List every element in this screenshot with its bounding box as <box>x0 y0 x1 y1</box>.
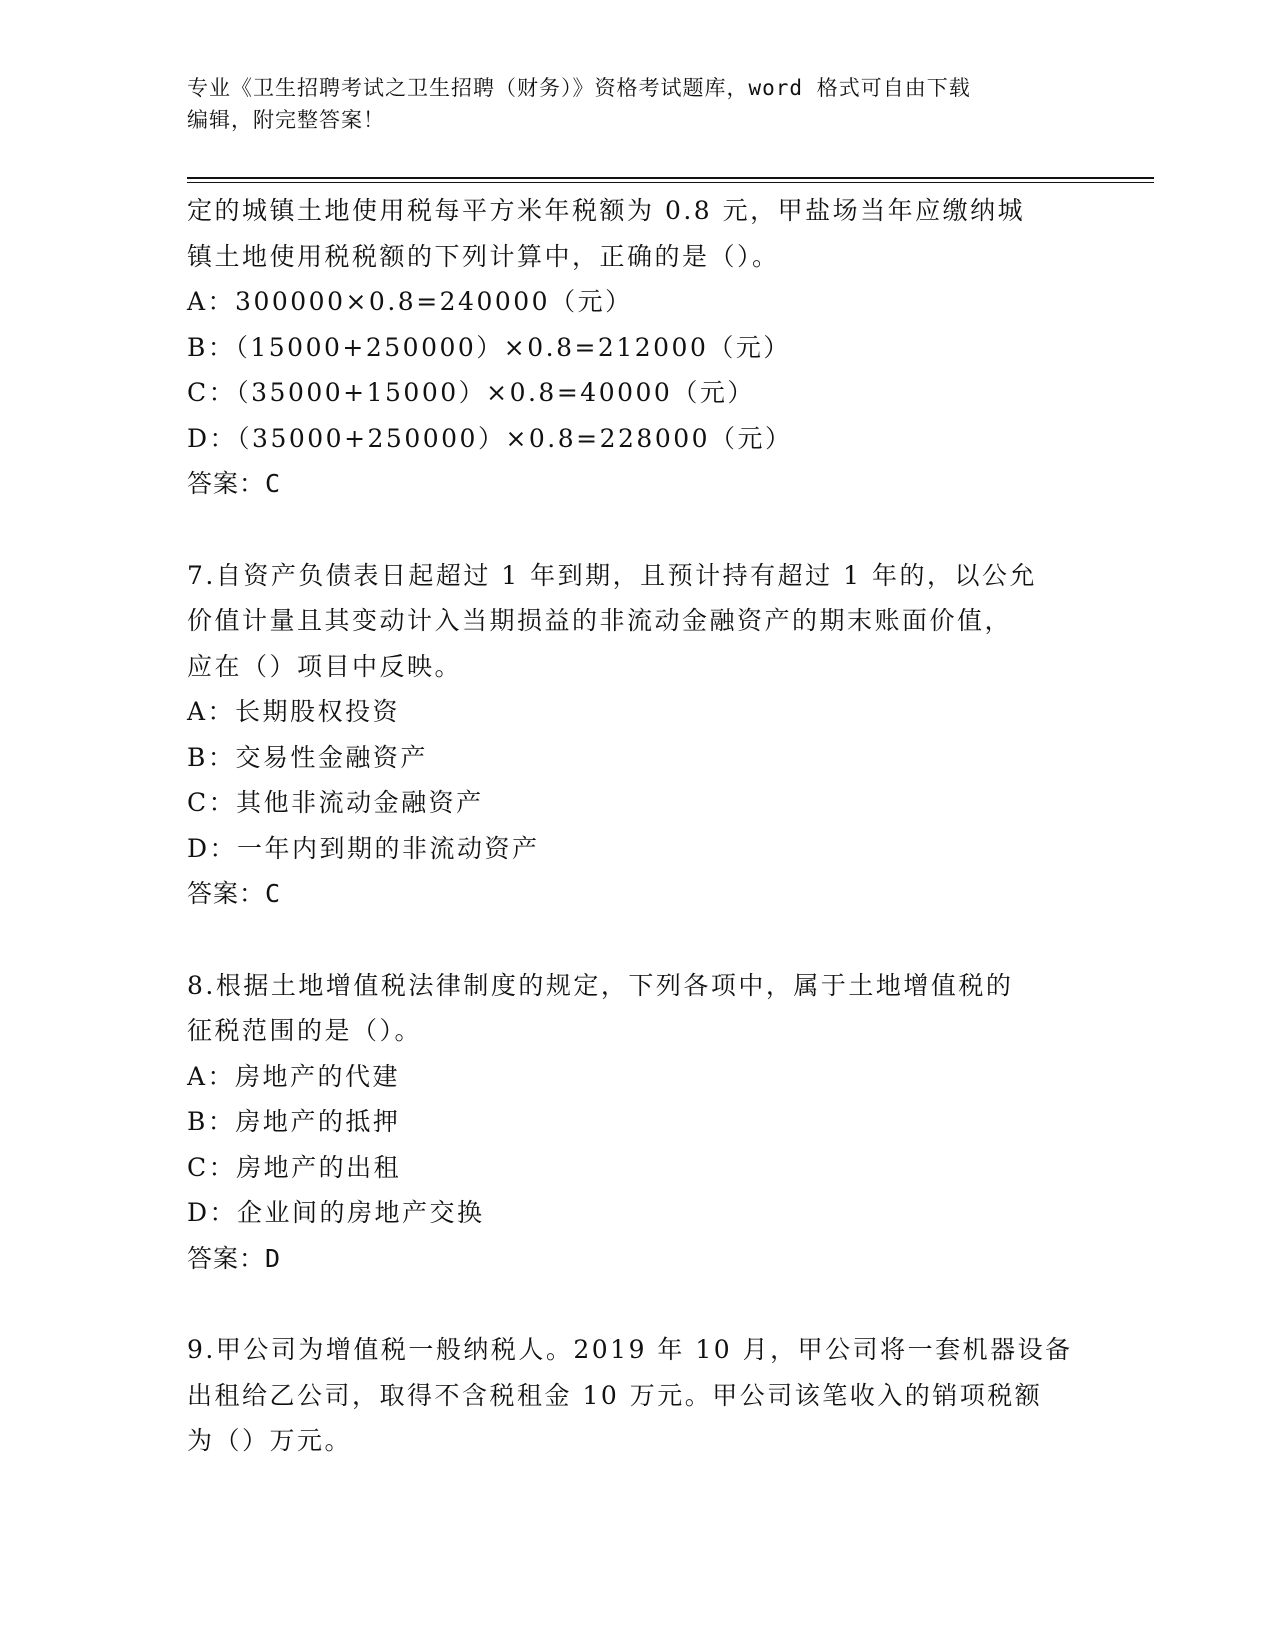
option-d: D：（35000+250000）×0.8=228000（元） <box>187 423 793 453</box>
question-stem-line: 为（）万元。 <box>187 1426 353 1455</box>
question-8 <box>187 963 1087 1282</box>
question-stem-line: 出租给乙公司，取得不含税租金 10 万元。甲公司该笔收入的销项税额 <box>187 1380 1043 1410</box>
option-b: B：房地产的抵押 <box>187 1107 401 1136</box>
option-d: D：一年内到期的非流动资产 <box>187 833 540 863</box>
option-b: B：（15000+250000）×0.8=212000（元） <box>187 332 791 362</box>
question-7 <box>187 553 1087 917</box>
option-c: C：其他非流动金融资产 <box>187 788 484 817</box>
question-stem-line: 价值计量且其变动计入当期损益的非流动金融资产的期末账面价值， <box>187 606 1013 635</box>
page-header <box>187 72 1067 136</box>
question-6 <box>187 188 1087 507</box>
question-stem-line: 应在（）项目中反映。 <box>187 651 463 681</box>
answer-line: 答案：C <box>187 469 282 498</box>
question-9 <box>187 1327 1087 1464</box>
spacer <box>187 917 1087 963</box>
header-line-1: 专业《卫生招聘考试之卫生招聘（财务）》资格考试题库，word 格式可自由下载 <box>187 76 971 100</box>
question-stem-line: 镇土地使用税税额的下列计算中，正确的是（）。 <box>187 241 780 271</box>
option-b: B：交易性金融资产 <box>187 742 428 772</box>
option-a: A：房地产的代建 <box>187 1061 401 1091</box>
question-stem-line: 9.甲公司为增值税一般纳税人。2019 年 10 月，甲公司将一套机器设备 <box>187 1335 1073 1364</box>
question-stem-line: 征税范围的是（）。 <box>187 1016 423 1045</box>
option-a: A：长期股权投资 <box>187 697 401 726</box>
question-list <box>187 188 1087 1464</box>
question-stem-line: 8.根据土地增值税法律制度的规定，下列各项中，属于土地增值税的 <box>187 970 1014 1000</box>
header-divider-thin <box>187 182 1154 183</box>
option-c: C：（35000+15000）×0.8=40000（元） <box>187 378 755 407</box>
option-c: C：房地产的出租 <box>187 1152 402 1182</box>
answer-line: 答案：C <box>187 879 282 908</box>
spacer <box>187 1281 1087 1327</box>
header-divider-thick <box>187 177 1154 179</box>
question-stem-line: 定的城镇土地使用税每平方米年税额为 0.8 元，甲盐场当年应缴纳城 <box>187 196 1026 225</box>
spacer <box>187 507 1087 553</box>
option-a: A：300000×0.8=240000（元） <box>187 287 633 316</box>
header-line-2: 编辑，附完整答案！ <box>187 108 385 132</box>
answer-line: 答案：D <box>187 1243 282 1273</box>
option-d: D：企业间的房地产交换 <box>187 1198 485 1227</box>
question-stem-line: 7.自资产负债表日起超过 1 年到期，且预计持有超过 1 年的，以公允 <box>187 560 1037 590</box>
